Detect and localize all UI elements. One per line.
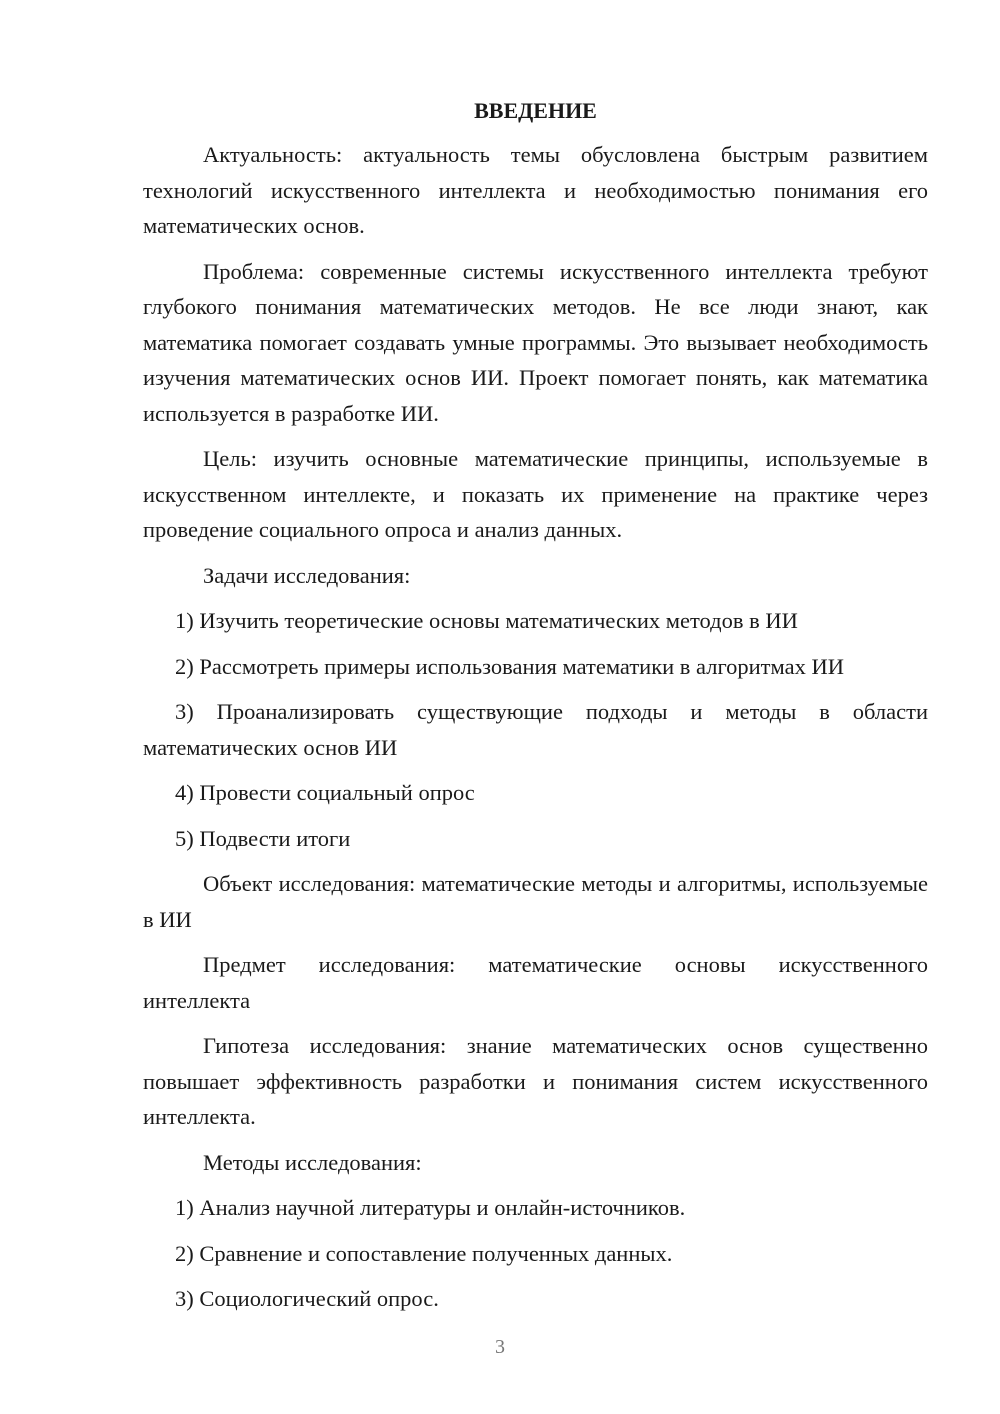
actuality-paragraph: Актуальность: актуальность темы обусловлена быстрым развитием технологий искусственного интеллекта и необходимостью понимания его математических основ. (143, 142, 928, 238)
page-content (143, 95, 928, 1327)
methods-title: Методы исследования: (203, 1149, 422, 1175)
method-item-3: 3) Социологический опрос. (175, 1286, 439, 1311)
page-number: 3 (495, 1336, 505, 1358)
goal-paragraph: Цель: изучить основные математические принципы, используемые в искусственном интеллекте, и показать их применение на практике через проведение социального опроса и анализ данных. (143, 446, 928, 542)
page-heading: ВВЕДЕНИЕ (474, 98, 597, 123)
task-item-3: 3) Проанализировать существующие подходы и методы в области математических основ ИИ (143, 699, 928, 760)
subject-paragraph: Предмет исследования: математические основы искусственного интеллекта (143, 952, 928, 1013)
task-item-2: 2) Рассмотреть примеры использования математики в алгоритмах ИИ (175, 653, 844, 679)
hypothesis-paragraph: Гипотеза исследования: знание математических основ существенно повышает эффективность разработки и понимания систем искусственного интеллекта. (143, 1033, 928, 1129)
tasks-title: Задачи исследования: (203, 562, 411, 588)
problem-paragraph: Проблема: современные системы искусственного интеллекта требуют глубокого понимания математических методов. Не все люди знают, как математика помогает создавать умные программы. Это вызывает необходимость изучения математических основ ИИ. Проект помогает понять, как математика используется в разработке ИИ. (143, 258, 928, 426)
task-item-5: 5) Подвести итоги (175, 825, 351, 851)
task-item-4: 4) Провести социальный опрос (175, 780, 475, 805)
method-item-1: 1) Анализ научной литературы и онлайн-источников. (175, 1195, 686, 1220)
object-paragraph: Объект исследования: математические методы и алгоритмы, используемые в ИИ (143, 871, 928, 932)
method-item-2: 2) Сравнение и сопоставление полученных данных. (175, 1240, 673, 1266)
task-item-1: 1) Изучить теоретические основы математических методов в ИИ (175, 608, 798, 633)
